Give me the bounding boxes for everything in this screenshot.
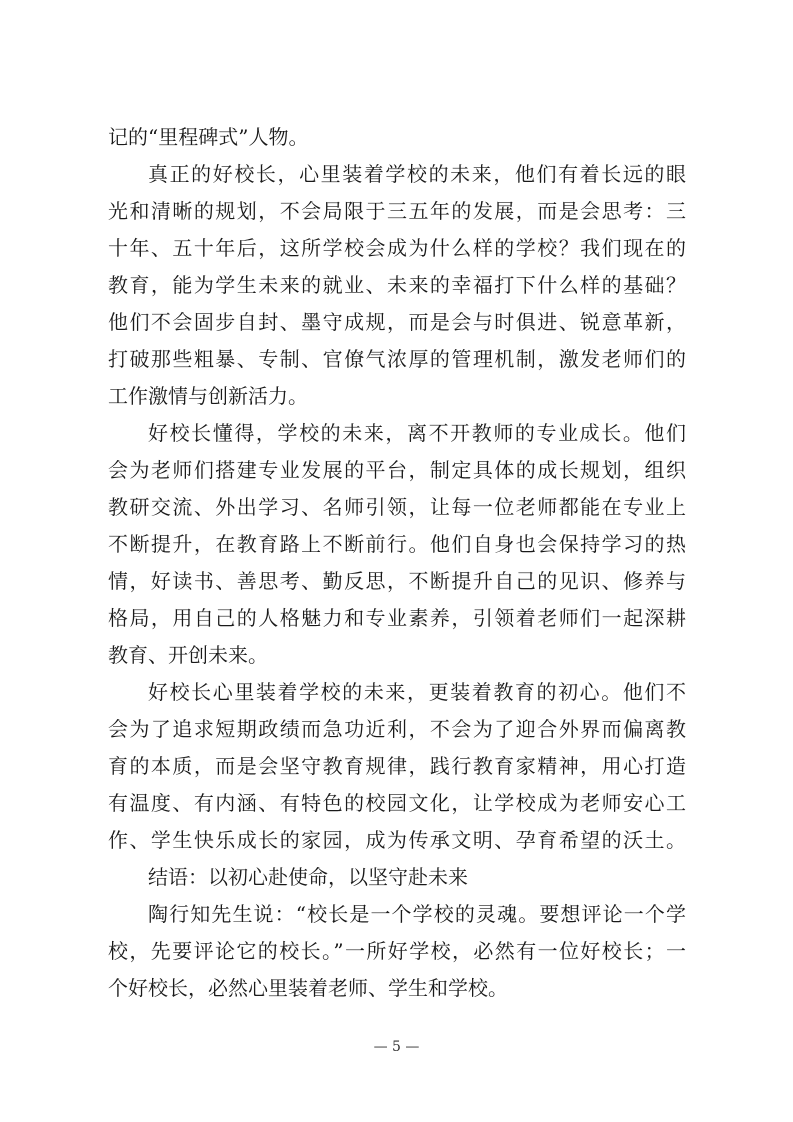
text-line: 记的“里程碑式”人物。 — [108, 125, 309, 149]
text-line: 作、学生快乐成长的家园，成为传承文明、孕育希望的沃土。 — [108, 828, 686, 852]
text-line: 教育、开创未来。 — [108, 643, 268, 667]
text-line: 工作激情与创新活力。 — [108, 384, 308, 408]
paragraph-first-line: 真正的好校长，心里装着学校的未来，他们有着长远的眼 — [148, 162, 686, 186]
text-line: 校，先要评论它的校长。”一所好学校，必然有一位好校长；一 — [108, 939, 686, 963]
paragraph-first-line: 好校长心里装着学校的未来，更装着教育的初心。他们不 — [148, 680, 686, 704]
text-line: 有温度、有内涵、有特色的校园文化，让学校成为老师安心工 — [108, 791, 686, 815]
text-line: 格局，用自己的人格魅力和专业素养，引领着老师们一起深耕 — [108, 606, 686, 630]
text-line: 会为了追求短期政绩而急功近利，不会为了迎合外界而偏离教 — [108, 717, 686, 741]
text-line: 育的本质，而是会坚守教育规律，践行教育家精神，用心打造 — [108, 754, 686, 778]
text-line: 不断提升，在教育路上不断前行。他们自身也会保持学习的热 — [108, 532, 686, 556]
text-line: 打破那些粗暴、专制、官僚气浓厚的管理机制，激发老师们的 — [108, 347, 686, 371]
text-line: 教育，能为学生未来的就业、未来的幸福打下什么样的基础？ — [108, 273, 686, 297]
text-line: 教研交流、外出学习、名师引领，让每一位老师都能在专业上 — [108, 495, 686, 519]
text-line: 光和清晰的规划，不会局限于三五年的发展，而是会思考：三 — [108, 199, 686, 223]
text-line: 个好校长，必然心里装着老师、学生和学校。 — [108, 976, 508, 1000]
text-line: 他们不会固步自封、墨守成规，而是会与时俱进、锐意革新， — [108, 310, 686, 334]
text-line: 情，好读书、善思考、勤反思，不断提升自己的见识、修养与 — [108, 569, 686, 593]
section-heading: 结语：以初心赴使命，以坚守赴未来 — [148, 865, 468, 889]
text-line: 十年、五十年后，这所学校会成为什么样的学校？我们现在的 — [108, 236, 686, 260]
page-number: — 5 — — [373, 1039, 420, 1055]
paragraph-first-line: 陶行知先生说：“校长是一个学校的灵魂。要想评论一个学 — [148, 902, 686, 926]
paragraph-first-line: 好校长懂得，学校的未来，离不开教师的专业成长。他们 — [148, 421, 686, 445]
text-line: 会为老师们搭建专业发展的平台，制定具体的成长规划，组织 — [108, 458, 686, 482]
